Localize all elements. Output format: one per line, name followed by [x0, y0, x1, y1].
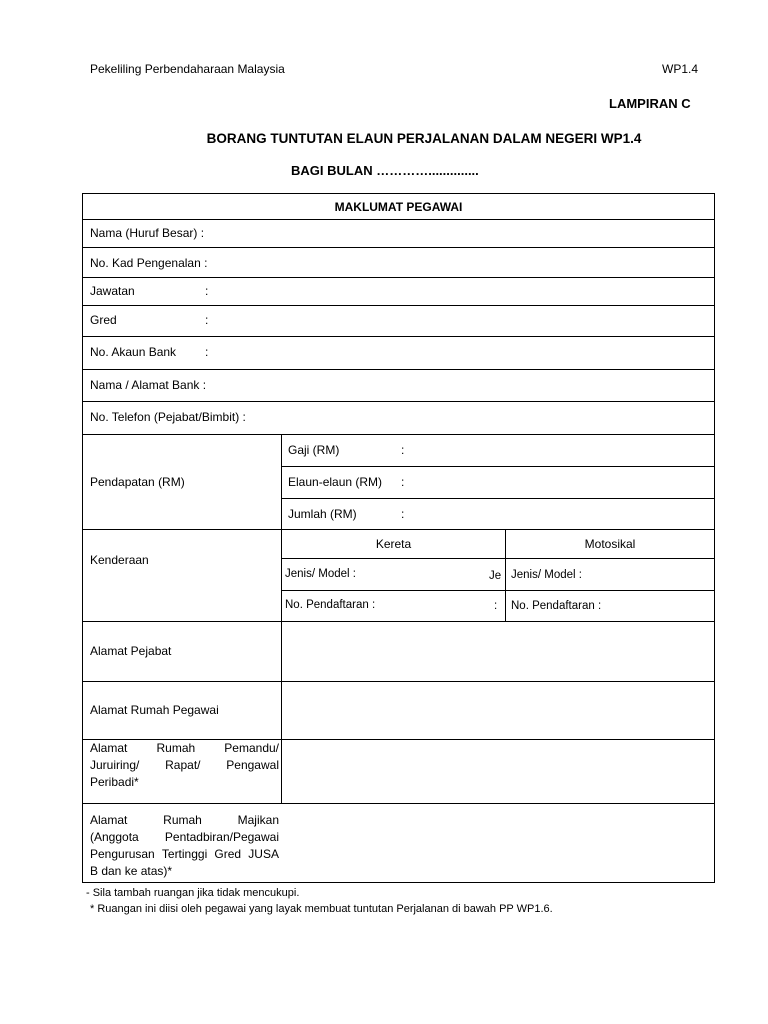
pendapatan-label: Pendapatan (RM) [90, 475, 185, 489]
bulan-field[interactable]: BAGI BULAN ………….............. [291, 163, 479, 178]
kereta-header: Kereta [375, 537, 412, 551]
jawatan-colon: : [205, 284, 209, 298]
form-table [82, 193, 715, 883]
kereta-pendaftaran-colon: : [494, 600, 498, 612]
footnotes [86, 885, 553, 917]
row-divider [83, 247, 714, 248]
kenderaan-label: Kenderaan [90, 553, 149, 567]
nama-label: Nama (Huruf Besar) : [90, 226, 205, 240]
kad-pengenalan-label: No. Kad Pengenalan : [90, 256, 208, 270]
row-divider [282, 498, 714, 499]
row-divider [83, 277, 714, 278]
header-right: WP1.4 [662, 62, 699, 76]
kereta-jenis-label: Jenis/ Model : [285, 568, 356, 580]
alamat-bank-label: Nama / Alamat Bank : [90, 378, 207, 392]
akaun-bank-label: No. Akaun Bank [90, 345, 177, 359]
gaji-label: Gaji (RM) [288, 443, 340, 457]
alamat-pejabat-label: Alamat Pejabat [90, 644, 172, 658]
row-divider [83, 681, 714, 682]
gred-colon: : [205, 313, 209, 327]
note-ruangan: * Ruangan ini diisi oleh pegawai yang layak membuat tuntutan Perjalanan di bawah PP WP1.6. [90, 903, 553, 915]
form-title: BORANG TUNTUTAN ELAUN PERJALANAN DALAM NEGERI WP1.4 [206, 131, 642, 146]
elaun-colon: : [401, 475, 405, 489]
header-left: Pekeliling Perbendaharaan Malaysia [90, 62, 285, 76]
section-title: MAKLUMAT PEGAWAI [334, 200, 463, 214]
jumlah-colon: : [401, 507, 405, 521]
akaun-bank-colon: : [205, 345, 209, 359]
row-divider [83, 305, 714, 306]
gred-label: Gred [90, 313, 117, 327]
row-divider [83, 803, 714, 804]
lampiran-label: LAMPIRAN C [609, 96, 691, 111]
jumlah-label: Jumlah (RM) [288, 507, 357, 521]
row-divider [83, 219, 714, 220]
alamat-pemandu-label: Alamat Rumah Pemandu/ Juruiring/ Rapat/ Pengawal Peribadi* [90, 741, 279, 789]
jawatan-label: Jawatan [90, 284, 135, 298]
row-divider [83, 336, 714, 337]
row-divider [83, 369, 714, 370]
alamat-rumah-label: Alamat Rumah Pegawai [90, 703, 219, 717]
note-tambah: - Sila tambah ruangan jika tidak mencukupi. [86, 887, 300, 899]
alamat-majikan-label: Alamat Rumah Majikan (Anggota Pentadbiran/Pegawai Pengurusan Tertinggi Gred JUSA B dan ke atas)* [90, 813, 279, 878]
gaji-colon: : [401, 443, 405, 457]
column-divider [281, 434, 282, 803]
row-divider [83, 529, 714, 530]
motosikal-jenis-label: Jenis/ Model : [511, 569, 582, 581]
row-divider [282, 558, 714, 559]
row-divider [282, 590, 714, 591]
motosikal-pendaftaran-label: No. Pendaftaran : [511, 600, 602, 612]
row-divider [83, 621, 714, 622]
row-divider [282, 466, 714, 467]
row-divider [83, 434, 714, 435]
elaun-label: Elaun-elaun (RM) [288, 475, 383, 489]
kereta-je-text: Je [489, 570, 502, 582]
telefon-label: No. Telefon (Pejabat/Bimbit) : [90, 410, 246, 424]
kereta-pendaftaran-label: No. Pendaftaran : [285, 599, 376, 611]
row-divider [83, 401, 714, 402]
motosikal-header: Motosikal [584, 537, 636, 551]
